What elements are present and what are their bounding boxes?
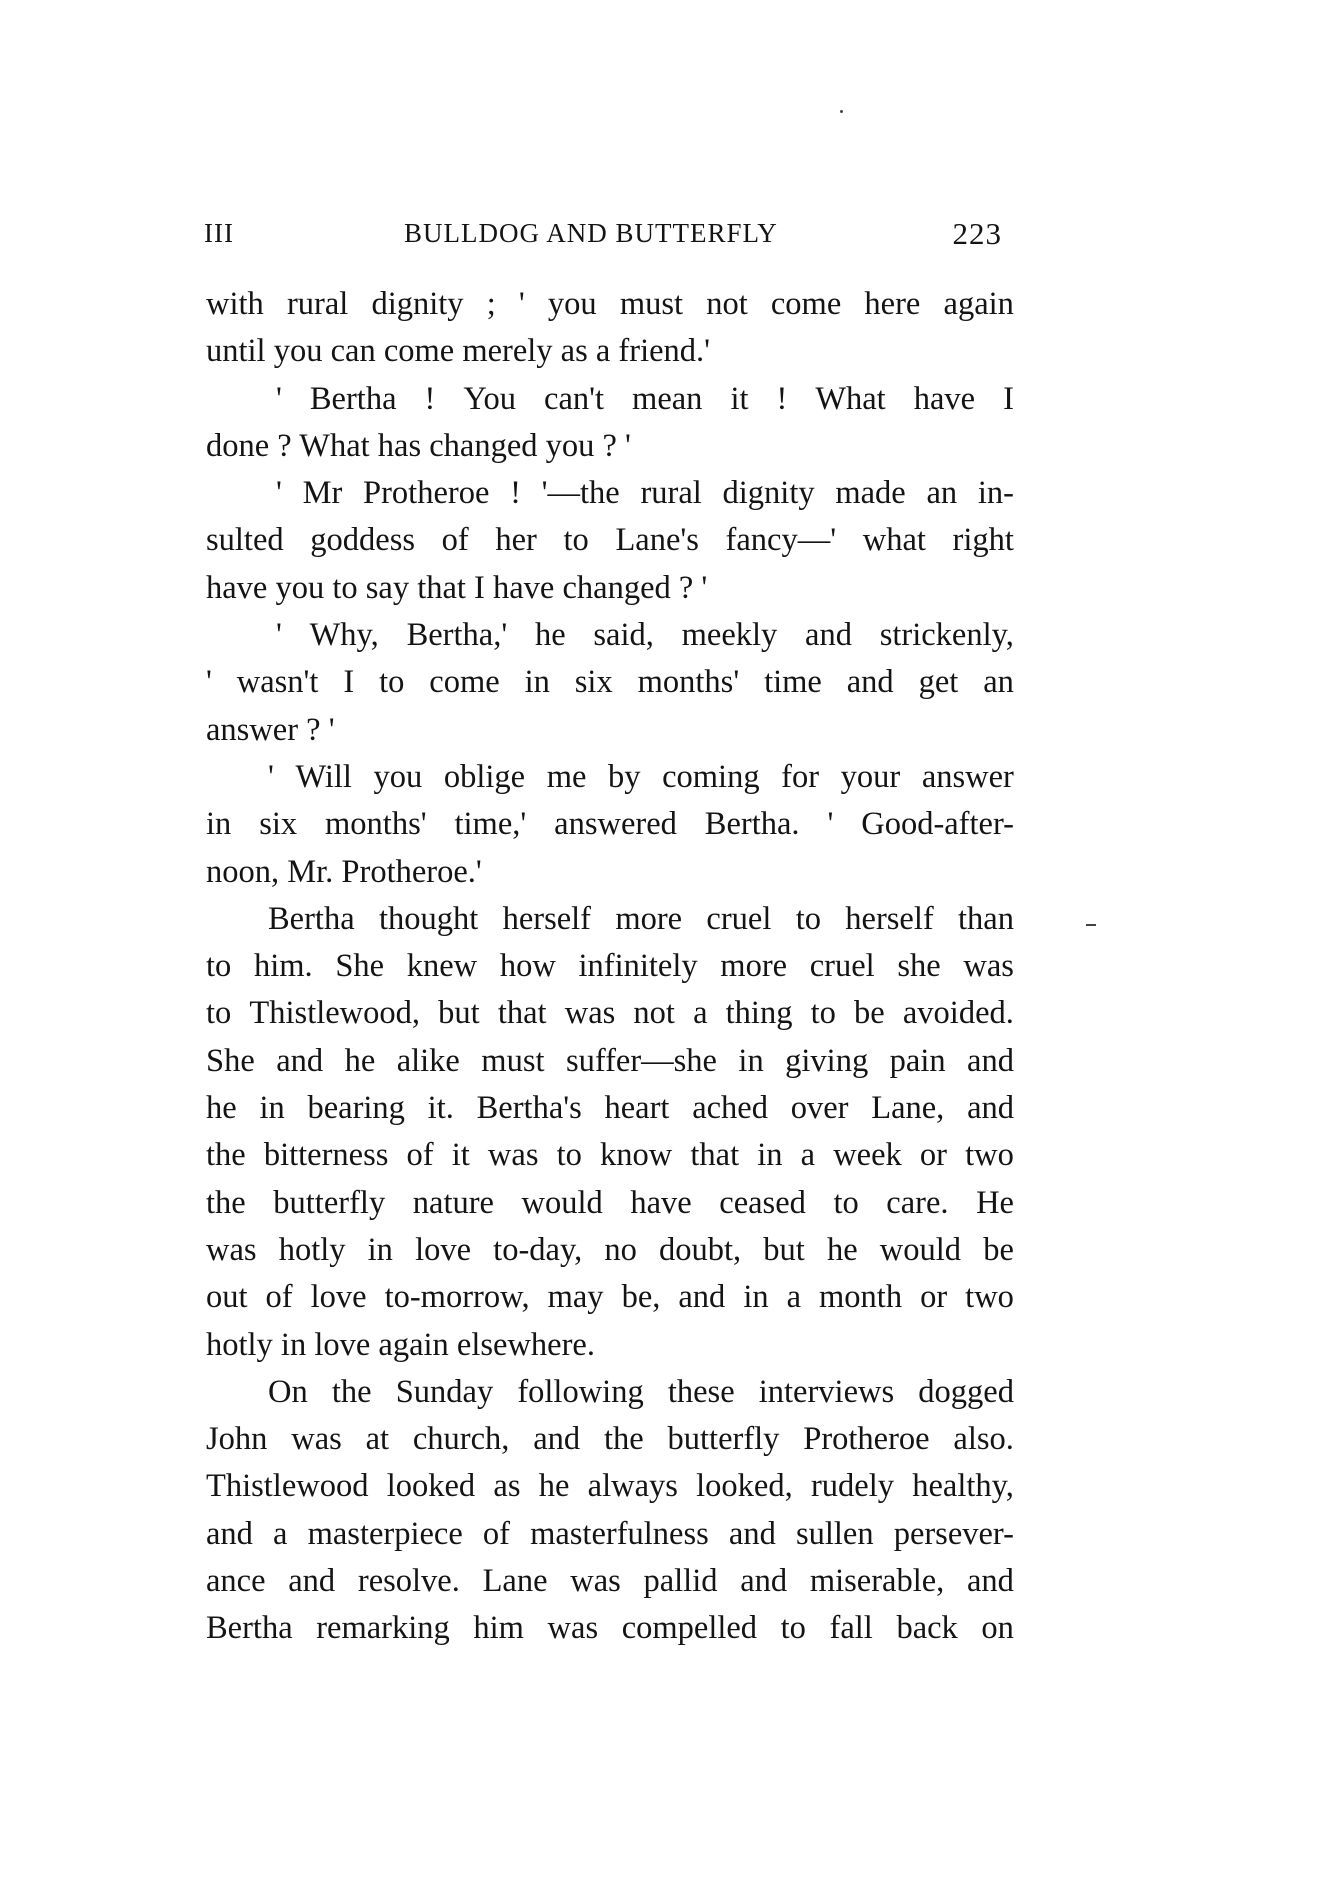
word: ' [827, 806, 834, 843]
scan-mark [1086, 924, 1096, 926]
text-line: answer ? ' [206, 711, 335, 748]
word: rural [286, 286, 349, 322]
word: Bertha [206, 1610, 293, 1647]
word: and [728, 1515, 776, 1552]
word: wasn't [236, 664, 319, 701]
chapter-number: III [204, 218, 234, 248]
word: love [310, 1279, 367, 1316]
word: and [678, 1279, 726, 1316]
text-line [206, 517, 1014, 564]
word: a [693, 995, 708, 1032]
word: was [206, 1231, 257, 1268]
word: not [633, 995, 675, 1032]
word: ached [692, 1090, 768, 1127]
word: love [415, 1231, 472, 1268]
word: to [563, 522, 589, 559]
word: have [630, 1184, 692, 1221]
word: ' [518, 286, 525, 322]
word: in [743, 1279, 769, 1316]
word: remarking [316, 1610, 450, 1647]
word: Will [295, 758, 352, 795]
word: your [840, 758, 901, 795]
word: of [482, 1515, 510, 1552]
running-title: BULLDOG AND BUTTERFLY [404, 218, 778, 248]
word: Good-after- [861, 806, 1014, 843]
word: on [981, 1610, 1014, 1647]
body-text [206, 281, 1014, 1653]
word: he [538, 1468, 570, 1505]
word: and [967, 1042, 1014, 1079]
word: Sunday [395, 1373, 494, 1410]
word: cruel [706, 900, 772, 937]
word: oblige [443, 758, 526, 795]
word: me [546, 758, 587, 795]
word: rural [640, 475, 702, 512]
word: six [259, 806, 298, 843]
word: was [547, 1610, 599, 1647]
word: out [206, 1279, 248, 1316]
word: month [819, 1279, 903, 1316]
word: Thistlewood [206, 1468, 369, 1505]
word: the [331, 1373, 372, 1410]
word: John [206, 1421, 268, 1458]
word: six [574, 664, 613, 701]
word: an [926, 475, 958, 512]
text-line [206, 1369, 1014, 1416]
word: Lane, [871, 1090, 945, 1127]
word: resolve. [357, 1563, 460, 1600]
word: over [790, 1090, 849, 1127]
word: to [810, 995, 836, 1032]
word: Bertha [268, 900, 355, 937]
text-line [206, 943, 1014, 990]
text-line [206, 1274, 1014, 1321]
word: ' [268, 758, 274, 795]
word: ! [424, 380, 436, 417]
word: more [615, 900, 683, 937]
word: miserable, [809, 1563, 945, 1600]
word: butterfly [667, 1421, 780, 1458]
word: in [757, 1137, 783, 1174]
text-line [206, 470, 1014, 517]
word: Bertha. [704, 806, 800, 843]
word: was [564, 995, 616, 1032]
word: nature [412, 1184, 494, 1221]
word: must [481, 1042, 545, 1079]
text-line [206, 1558, 1014, 1605]
word: back [896, 1610, 958, 1647]
word: how [499, 948, 556, 985]
word: answered [554, 806, 677, 843]
word: Bertha [309, 380, 397, 417]
word: said, [593, 617, 654, 654]
text-line: until you can come merely as a friend.' [206, 333, 711, 370]
word: of [406, 1137, 434, 1174]
text-line [206, 1132, 1014, 1179]
word: with [206, 286, 264, 322]
word: in [259, 1090, 285, 1127]
text-line [206, 896, 1014, 943]
word: no [604, 1231, 637, 1268]
word: Bertha's [476, 1090, 582, 1127]
text-line [206, 376, 1014, 423]
word: and [740, 1563, 788, 1600]
word: bearing [307, 1090, 405, 1127]
word: following [517, 1373, 644, 1410]
word: suffer—she [565, 1042, 717, 1079]
word: and [967, 1563, 1014, 1600]
word: week [833, 1137, 902, 1174]
word: it [730, 380, 749, 417]
word: and [967, 1090, 1014, 1127]
word: he [206, 1090, 237, 1127]
word: him. [253, 948, 313, 985]
word: and [276, 1042, 324, 1079]
word: than [958, 900, 1014, 937]
page-number: 223 [952, 216, 1002, 251]
word: interviews [758, 1373, 895, 1410]
word: have [913, 380, 976, 417]
word: two [965, 1137, 1014, 1174]
word: of [265, 1279, 293, 1316]
word: be [854, 995, 885, 1032]
word: it [451, 1137, 470, 1174]
word: that [497, 995, 547, 1032]
word: it. [427, 1090, 454, 1127]
running-header [204, 212, 1012, 252]
word: Protheroe [363, 475, 490, 512]
text-line [206, 1180, 1014, 1227]
word: he [344, 1042, 376, 1079]
word: Why, [309, 617, 379, 654]
word: ' [276, 380, 282, 417]
text-line [206, 801, 1014, 848]
word: I [1003, 380, 1014, 417]
word: herself [845, 900, 934, 937]
word: come [770, 286, 842, 322]
word: thing [725, 995, 793, 1032]
word: ; [486, 286, 496, 322]
word: dogged [918, 1373, 1014, 1410]
word: but [763, 1231, 805, 1268]
word: or [919, 1137, 947, 1174]
word: She [206, 1042, 255, 1079]
text-line: noon, Mr. Protheroe.' [206, 853, 482, 890]
word: of [441, 522, 469, 559]
word: cruel [809, 948, 875, 985]
word: made [835, 475, 906, 512]
word: and [805, 617, 852, 654]
word: but [438, 995, 480, 1032]
word: him [473, 1610, 524, 1647]
word: know [600, 1137, 673, 1174]
word: butterfly [273, 1184, 386, 1221]
word: ' [276, 617, 282, 654]
word: to [833, 1184, 859, 1221]
word: months' [637, 664, 740, 701]
word: was [291, 1421, 342, 1458]
word: ! [510, 475, 521, 512]
word: sulted [206, 522, 284, 559]
text-line [206, 1038, 1014, 1085]
word: time,' [454, 806, 527, 843]
word: right [952, 522, 1014, 559]
word: to [206, 948, 232, 985]
word: ance [206, 1563, 266, 1600]
word: a [273, 1515, 288, 1552]
word: Bertha,' [406, 617, 508, 654]
word: was [570, 1563, 621, 1600]
text-line [206, 1085, 1014, 1132]
word: pallid [643, 1563, 718, 1600]
scan-speck [840, 110, 843, 113]
word: and [206, 1515, 253, 1552]
word: giving [785, 1042, 869, 1079]
word: an [983, 664, 1014, 701]
word: sullen [795, 1515, 874, 1552]
word: infinitely [578, 948, 698, 985]
word: You [463, 380, 517, 417]
text-line [206, 612, 1014, 659]
word: mean [632, 380, 703, 417]
word: church, [412, 1421, 510, 1458]
word: come [429, 664, 500, 701]
word: On [268, 1373, 308, 1410]
word: in [367, 1231, 393, 1268]
text-line [206, 281, 1014, 328]
word: Lane [482, 1563, 548, 1600]
word: he [534, 617, 566, 654]
word: alike [396, 1042, 460, 1079]
word: dignity [371, 286, 464, 322]
word: can't [544, 380, 605, 417]
word: rudely [810, 1468, 894, 1505]
word: would [521, 1184, 603, 1221]
word: or [920, 1279, 948, 1316]
text-line [206, 754, 1014, 801]
word: and [288, 1563, 336, 1600]
word: I [343, 664, 355, 701]
word: hotly [278, 1231, 346, 1268]
word: goddess [310, 522, 416, 559]
text-line [206, 1227, 1014, 1274]
text-line [206, 1605, 1014, 1652]
word: ' [276, 475, 282, 512]
word: not [706, 286, 748, 322]
word: in [206, 806, 232, 843]
word: must [619, 286, 684, 322]
text-line: have you to say that I have changed ? ' [206, 569, 708, 606]
word: healthy, [912, 1468, 1014, 1505]
word: Lane's [615, 522, 699, 559]
word: ceased [719, 1184, 806, 1221]
word: may [547, 1279, 604, 1316]
word: in [524, 664, 550, 701]
word: Protheroe [803, 1421, 930, 1458]
word: thought [378, 900, 479, 937]
word: a [800, 1137, 816, 1174]
word: and [846, 664, 894, 701]
word: to [780, 1610, 806, 1647]
word: time [764, 664, 822, 701]
text-line: hotly in love again elsewhere. [206, 1326, 595, 1363]
text-line [206, 1416, 1014, 1463]
word: to [206, 995, 232, 1032]
word: He [976, 1184, 1014, 1221]
word: looked, [696, 1468, 793, 1505]
word: get [918, 664, 959, 701]
word: doubt, [659, 1231, 742, 1268]
word: to [556, 1137, 582, 1174]
word: also. [953, 1421, 1014, 1458]
word: to-day, [493, 1231, 583, 1268]
word: and [533, 1421, 581, 1458]
word: as [493, 1468, 521, 1505]
word: she [897, 948, 941, 985]
word: bitterness [263, 1137, 389, 1174]
word: strickenly, [879, 617, 1014, 654]
word: months' [325, 806, 427, 843]
word: a [786, 1279, 802, 1316]
text-line [206, 1463, 1014, 1510]
word: compelled [621, 1610, 758, 1647]
word: meekly [681, 617, 778, 654]
word: Mr [302, 475, 343, 512]
word: avoided. [902, 995, 1014, 1032]
word: Thistlewood, [249, 995, 421, 1032]
word: these [667, 1373, 735, 1410]
word: herself [502, 900, 592, 937]
word: here [864, 286, 921, 322]
word: fall [829, 1610, 873, 1647]
word: be [983, 1231, 1014, 1268]
word: you [373, 758, 423, 795]
word: pain [889, 1042, 946, 1079]
word: dignity [722, 475, 815, 512]
word: She [335, 948, 385, 985]
word: to [795, 900, 821, 937]
word: he [826, 1231, 858, 1268]
word: heart [604, 1090, 670, 1127]
word: two [965, 1279, 1014, 1316]
word: ! [776, 380, 788, 417]
word: always [587, 1468, 678, 1505]
word: her [495, 522, 537, 559]
word: persever- [893, 1515, 1014, 1552]
word: the [603, 1421, 644, 1458]
word: What [815, 380, 886, 417]
word: at [365, 1421, 390, 1458]
word: by [608, 758, 641, 795]
word: '—the [541, 475, 620, 512]
word: the [206, 1137, 246, 1174]
word: was [963, 948, 1014, 985]
word: ' [206, 664, 212, 701]
word: was [487, 1137, 539, 1174]
word: you [547, 286, 597, 322]
word: masterpiece [307, 1515, 463, 1552]
word: to [379, 664, 405, 701]
word: to-morrow, [384, 1279, 530, 1316]
word: answer [921, 758, 1014, 795]
text-line [206, 1511, 1014, 1558]
word: for [781, 758, 820, 795]
text-line [206, 990, 1014, 1037]
word: coming [662, 758, 760, 795]
word: more [720, 948, 788, 985]
word: what [862, 522, 926, 559]
text-line: done ? What has changed you ? ' [206, 427, 631, 464]
word: the [206, 1184, 246, 1221]
word: fancy—' [725, 522, 837, 559]
word: care. [886, 1184, 949, 1221]
word: in [738, 1042, 764, 1079]
word: would [879, 1231, 962, 1268]
word: looked [386, 1468, 476, 1505]
word: again [943, 286, 1014, 322]
word: in- [977, 475, 1014, 512]
word: be, [621, 1279, 661, 1316]
word: masterfulness [530, 1515, 709, 1552]
word: knew [406, 948, 478, 985]
word: that [690, 1137, 740, 1174]
text-line [206, 659, 1014, 706]
